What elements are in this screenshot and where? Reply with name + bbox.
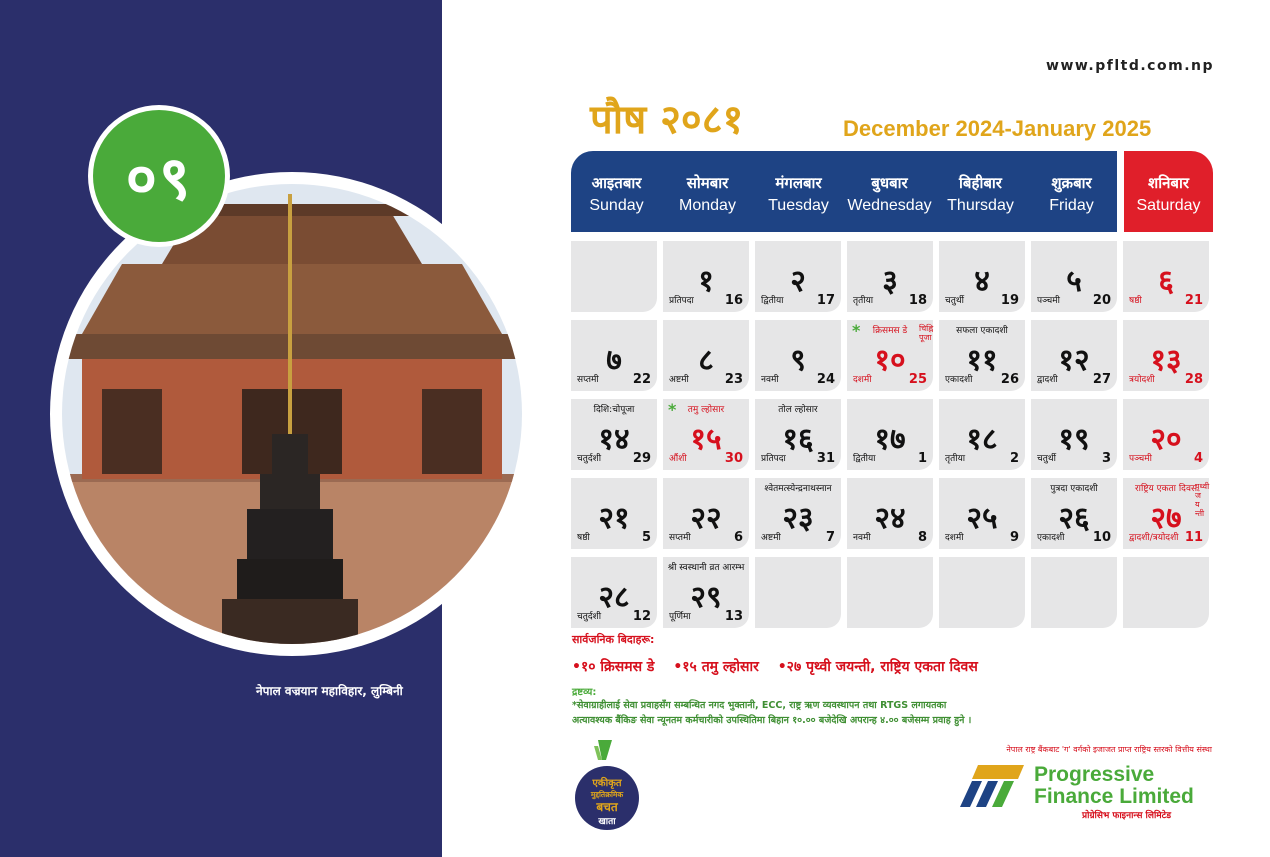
empty-day-cell bbox=[847, 557, 933, 628]
empty-day-cell bbox=[755, 557, 841, 628]
tithi: प्रतिपदा bbox=[761, 454, 786, 464]
weekday-monday bbox=[662, 151, 753, 232]
company-name bbox=[1034, 764, 1194, 808]
weekday-friday bbox=[1026, 151, 1117, 232]
day-cell[interactable] bbox=[755, 399, 841, 470]
ad-date: 8 bbox=[917, 530, 927, 545]
holiday-item: •१५ तमु ल्होसार bbox=[673, 659, 759, 675]
day-cell[interactable] bbox=[755, 478, 841, 549]
bs-date: १४ bbox=[598, 422, 630, 457]
savings-account-logo bbox=[568, 738, 646, 832]
side-note: चिह्नि पूजा bbox=[919, 324, 934, 342]
website-url[interactable]: www.pfltd.com.np bbox=[1046, 58, 1214, 74]
ad-date: 25 bbox=[908, 372, 927, 387]
star-icon: * bbox=[668, 400, 677, 419]
weekday-sunday bbox=[571, 151, 662, 232]
day-event: तोल ल्होसार bbox=[778, 405, 818, 415]
day-event: क्रिसमस डे bbox=[872, 326, 908, 336]
pfl-logo-icon bbox=[958, 757, 1026, 809]
day-cell[interactable] bbox=[1123, 478, 1209, 549]
note-line: अत्यावश्यक बैंकिङ सेवा न्यूनतम कर्मचारीको उपस्थितिमा बिहान १०.०० बजेदेखि अपरान्ह ४.०० बजेसम्म प्रवाह हुने । bbox=[572, 715, 972, 726]
tithi: नवमी bbox=[853, 533, 871, 543]
tithi: एकादशी bbox=[1037, 533, 1065, 543]
company-name-nepali: प्रोग्रेसिभ फाइनान्स लिमिटेड bbox=[1082, 811, 1172, 821]
tithi: पञ्चमी bbox=[1129, 454, 1152, 464]
bs-date: २४ bbox=[874, 501, 906, 536]
weekday-tuesday bbox=[753, 151, 844, 232]
holiday-item: •१० क्रिसमस डे bbox=[572, 659, 655, 675]
weekday-np: शनिबार bbox=[1148, 174, 1189, 192]
day-cell[interactable] bbox=[939, 320, 1025, 391]
ad-date: 5 bbox=[641, 530, 651, 545]
ad-date: 11 bbox=[1184, 530, 1203, 545]
ad-date: 18 bbox=[908, 293, 927, 308]
bs-date: २८ bbox=[598, 580, 630, 615]
ad-date: 4 bbox=[1193, 451, 1203, 466]
bs-date: १५ bbox=[690, 422, 722, 457]
month-number-badge bbox=[88, 105, 230, 247]
tithi: अष्टमी bbox=[761, 533, 781, 543]
ad-date: 3 bbox=[1101, 451, 1111, 466]
note-title: द्रष्टव्य: bbox=[572, 687, 597, 698]
bs-date: २ bbox=[790, 264, 806, 299]
tithi: पञ्चमी bbox=[1037, 296, 1060, 306]
tithi: द्वादशी/त्रयोदशी bbox=[1129, 533, 1179, 543]
day-event: सफला एकादशी bbox=[956, 326, 1008, 336]
bs-date: १२ bbox=[1058, 343, 1090, 378]
bs-date: १६ bbox=[782, 422, 814, 457]
bs-date: २३ bbox=[782, 501, 814, 536]
ad-date: 16 bbox=[724, 293, 743, 308]
photo-caption: नेपाल वज्रयान महाविहार, लुम्बिनी bbox=[256, 684, 403, 698]
day-cell[interactable] bbox=[939, 478, 1025, 549]
tithi: द्वादशी bbox=[1037, 375, 1058, 385]
weekday-saturday-label bbox=[1123, 151, 1214, 232]
company-name-line1: Progressive bbox=[1034, 763, 1155, 786]
bs-date: २९ bbox=[690, 580, 722, 615]
public-holidays-title: सार्वजनिक बिदाहरू: bbox=[572, 633, 655, 646]
bs-date: २० bbox=[1150, 422, 1182, 457]
empty-day-cell bbox=[571, 241, 657, 312]
bs-date: १० bbox=[874, 343, 906, 378]
ad-date: 7 bbox=[825, 530, 835, 545]
day-cell[interactable] bbox=[663, 320, 749, 391]
day-cell[interactable] bbox=[1123, 399, 1209, 470]
day-cell[interactable] bbox=[939, 399, 1025, 470]
tithi: औंशी bbox=[669, 454, 687, 464]
ad-date: 21 bbox=[1184, 293, 1203, 308]
side-note: पृथ्वी जयन्ती bbox=[1195, 482, 1210, 518]
tithi: चतुर्दशी bbox=[577, 454, 602, 464]
tithi: त्रयोदशी bbox=[1129, 375, 1155, 385]
tithi: तृतीया bbox=[853, 296, 874, 306]
holiday-item: •२७ पृथ्वी जयन्ती, राष्ट्रिय एकता दिवस bbox=[777, 659, 978, 675]
star-icon: * bbox=[852, 321, 861, 340]
ad-date: 22 bbox=[632, 372, 651, 387]
month-number: ०९ bbox=[93, 110, 225, 242]
day-cell[interactable] bbox=[663, 478, 749, 549]
empty-day-cell bbox=[1123, 557, 1209, 628]
weekday-en: Friday bbox=[1049, 197, 1094, 214]
day-cell[interactable] bbox=[1031, 399, 1117, 470]
weekday-np: आइतबार bbox=[591, 174, 642, 192]
bs-date: ४ bbox=[974, 264, 990, 299]
bs-date: १८ bbox=[966, 422, 998, 457]
ad-date: 26 bbox=[1000, 372, 1019, 387]
day-cell[interactable] bbox=[1031, 320, 1117, 391]
empty-day-cell bbox=[939, 557, 1025, 628]
day-cell[interactable] bbox=[571, 320, 657, 391]
bs-date: १ bbox=[698, 264, 714, 299]
weekday-en: Saturday bbox=[1136, 197, 1201, 214]
nepali-month-title: पौष २०८१ bbox=[590, 97, 744, 143]
tithi: षष्ठी bbox=[577, 533, 590, 543]
bs-date: २७ bbox=[1150, 501, 1182, 536]
day-cell[interactable] bbox=[663, 557, 749, 628]
tithi: प्रतिपदा bbox=[669, 296, 694, 306]
ad-date: 24 bbox=[816, 372, 835, 387]
day-cell[interactable] bbox=[847, 241, 933, 312]
day-cell[interactable] bbox=[755, 320, 841, 391]
ad-date: 23 bbox=[724, 372, 743, 387]
weekday-en: Wednesday bbox=[847, 197, 932, 214]
ad-date: 17 bbox=[816, 293, 835, 308]
photo-frame bbox=[50, 172, 534, 656]
bs-date: २१ bbox=[598, 501, 630, 536]
bs-date: १३ bbox=[1150, 343, 1182, 378]
savings-logo-line3: बचत bbox=[596, 800, 618, 814]
day-cell[interactable] bbox=[571, 399, 657, 470]
nrb-license-note: नेपाल राष्ट्र बैंकबाट 'ग' वर्गको इजाजत प्राप्त राष्ट्रिय स्तरको वित्तीय संस्था bbox=[1006, 745, 1212, 754]
company-name-line2: Finance Limited bbox=[1034, 785, 1194, 808]
ad-date: 30 bbox=[724, 451, 743, 466]
weekday-saturday bbox=[1124, 151, 1213, 232]
weekday-np: शुक्रबार bbox=[1051, 174, 1092, 192]
savings-logo-line1: एकीकृत bbox=[592, 778, 622, 789]
bs-date: १९ bbox=[1058, 422, 1090, 457]
weekday-en: Tuesday bbox=[768, 197, 829, 214]
tithi: तृतीया bbox=[945, 454, 966, 464]
day-event: श्री स्वस्थानी व्रत आरम्भ bbox=[667, 563, 745, 573]
tithi: दशमी bbox=[853, 375, 872, 385]
tithi: चतुर्थी bbox=[1037, 454, 1056, 464]
weekday-header bbox=[571, 151, 1117, 232]
ad-date: 29 bbox=[632, 451, 651, 466]
bs-date: ९ bbox=[790, 343, 806, 378]
day-cell[interactable] bbox=[847, 399, 933, 470]
day-cell[interactable] bbox=[755, 241, 841, 312]
tithi: एकादशी bbox=[945, 375, 973, 385]
bs-date: ११ bbox=[966, 343, 998, 378]
tithi: सप्तमी bbox=[577, 375, 599, 385]
day-event: पुत्रदा एकादशी bbox=[1050, 484, 1098, 494]
day-cell[interactable] bbox=[1031, 241, 1117, 312]
bs-date: २२ bbox=[690, 501, 722, 536]
bs-date: ५ bbox=[1066, 264, 1082, 299]
day-event: तमु ल्होसार bbox=[687, 405, 725, 415]
public-holidays-list bbox=[572, 657, 992, 676]
weekday-en: Monday bbox=[679, 197, 736, 214]
day-cell[interactable] bbox=[847, 320, 933, 391]
day-event: राष्ट्रिय एकता दिवस bbox=[1134, 484, 1198, 494]
day-cell[interactable] bbox=[571, 557, 657, 628]
day-cell[interactable] bbox=[1031, 478, 1117, 549]
tithi: चतुर्दशी bbox=[577, 612, 602, 622]
ad-date: 1 bbox=[917, 451, 927, 466]
day-event: दिशि:चोपूजा bbox=[593, 405, 635, 415]
tithi: द्वितीया bbox=[761, 296, 784, 306]
ad-date: 6 bbox=[733, 530, 743, 545]
day-cell[interactable] bbox=[939, 241, 1025, 312]
weekday-np: बिहीबार bbox=[959, 174, 1002, 192]
savings-logo-line4: खाता bbox=[598, 817, 616, 827]
tithi: चतुर्थी bbox=[945, 296, 964, 306]
bs-date: ६ bbox=[1158, 264, 1174, 299]
ad-date: 12 bbox=[632, 609, 651, 624]
ad-date: 2 bbox=[1009, 451, 1019, 466]
weekday-np: मंगलबार bbox=[775, 174, 822, 192]
ad-date: 27 bbox=[1092, 372, 1111, 387]
ad-date: 10 bbox=[1092, 530, 1111, 545]
weekday-wednesday bbox=[844, 151, 935, 232]
savings-logo-line2: मुद्दतिक्रमिक bbox=[590, 790, 624, 799]
bs-date: ८ bbox=[698, 343, 714, 378]
weekday-np: बुधबार bbox=[871, 174, 908, 192]
bs-date: २६ bbox=[1058, 501, 1090, 536]
empty-day-cell bbox=[1031, 557, 1117, 628]
weekday-np: सोमबार bbox=[686, 174, 729, 192]
ad-date: 20 bbox=[1092, 293, 1111, 308]
day-cell[interactable] bbox=[1123, 241, 1209, 312]
day-cell[interactable] bbox=[663, 399, 749, 470]
bs-date: १७ bbox=[874, 422, 906, 457]
day-cell[interactable] bbox=[1123, 320, 1209, 391]
ad-date: 19 bbox=[1000, 293, 1019, 308]
tithi: दशमी bbox=[945, 533, 964, 543]
tithi: सप्तमी bbox=[669, 533, 691, 543]
tithi: षष्ठी bbox=[1129, 296, 1142, 306]
note-text bbox=[572, 698, 971, 728]
ad-date: 13 bbox=[724, 609, 743, 624]
ad-date: 9 bbox=[1009, 530, 1019, 545]
day-cell[interactable] bbox=[571, 478, 657, 549]
temple-photo bbox=[62, 184, 522, 644]
tithi: अष्टमी bbox=[669, 375, 689, 385]
bs-date: ३ bbox=[882, 264, 898, 299]
english-month-range: December 2024-January 2025 bbox=[843, 116, 1152, 141]
day-event: श्वेतमत्स्येन्द्रनाथस्नान bbox=[764, 484, 832, 494]
tithi: द्वितीया bbox=[853, 454, 876, 464]
ad-date: 31 bbox=[816, 451, 835, 466]
day-cell[interactable] bbox=[847, 478, 933, 549]
note-line: *सेवाग्राहीलाई सेवा प्रवाहसँग सम्बन्धित नगद भुक्तानी, ECC, राष्ट्र ऋण व्यवस्थापन तथा RTGS लगायतका bbox=[572, 700, 947, 711]
tithi: नवमी bbox=[761, 375, 779, 385]
weekday-thursday bbox=[935, 151, 1026, 232]
bs-date: ७ bbox=[606, 343, 622, 378]
weekday-en: Sunday bbox=[589, 197, 644, 214]
weekday-en: Thursday bbox=[947, 197, 1014, 214]
tithi: पूर्णिमा bbox=[669, 612, 691, 622]
ad-date: 28 bbox=[1184, 372, 1203, 387]
day-cell[interactable] bbox=[663, 241, 749, 312]
bs-date: २५ bbox=[966, 501, 998, 536]
